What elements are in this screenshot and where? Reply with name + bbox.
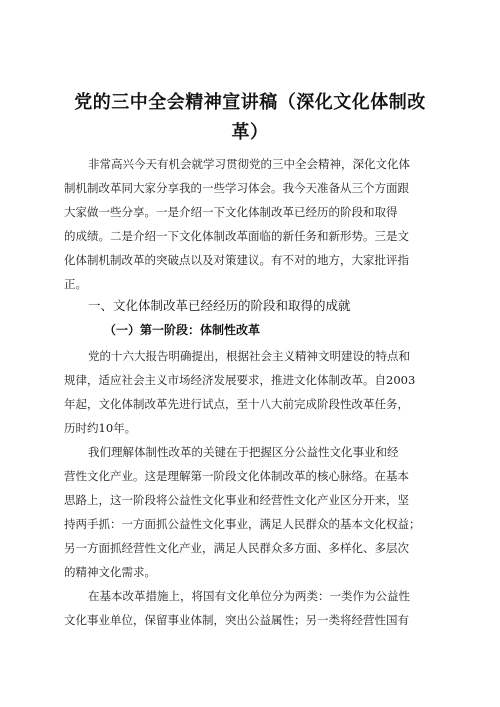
text-line: 思路上，这一阶段将公益性文化事业和经营性文化产业区分开来，坚 <box>64 493 409 507</box>
section-heading: 一、文化体制改革已经经历的阶段和取得的成就 <box>88 298 351 313</box>
subsection-heading: （一）第一阶段：体制性改革 <box>104 323 261 337</box>
text-line: 营性文化产业。这是理解第一阶段文化体制改革的核心脉络。在基本 <box>64 469 409 483</box>
text-line: 我们理解体制性改革的关键在于把握区分公益性文化事业和经 <box>88 445 399 459</box>
text-line: 制机制改革同大家分享我的一些学习体会。我今天准备从三个方面跟 <box>64 181 409 195</box>
text-line: 的精神文化需求。 <box>64 565 156 579</box>
text-line: 年起，文化体制改革先进行试点，至十八大前完成阶段性改革任务， <box>64 397 409 411</box>
text-line: 正。 <box>64 277 87 291</box>
text-line: 在基本改革措施上，将国有文化单位分为两类：一类作为公益性 <box>88 589 410 603</box>
text-line: 文化事业单位，保留事业体制，突出公益属性；另一类将经营性国有 <box>64 613 409 627</box>
text-line: 规律，适应社会主义市场经济发展要求，推进文化体制改革。自2003 <box>64 373 416 387</box>
text-line: 的成绩。二是介绍一下文化体制改革面临的新任务和新形势。三是文 <box>64 229 409 243</box>
text-line: 大家做一些分享。一是介绍一下文化体制改革已经历的阶段和取得 <box>64 205 398 219</box>
document-title-line-2: 革） <box>231 122 269 143</box>
text-line: 持两手抓：一方面抓公益性文化事业，满足人民群众的基本文化权益； <box>64 517 421 531</box>
text-line: 历时约10年。 <box>64 421 137 435</box>
document-title-line-1: 党的三中全会精神宣讲稿（深化文化体制改 <box>74 92 426 113</box>
text-line: 另一方面抓经营性文化产业，满足人民群众多方面、多样化、多层次 <box>64 541 409 555</box>
text-line: 党的十六大报告明确提出，根据社会主义精神文明建设的特点和 <box>88 349 410 363</box>
text-line: 非常高兴今天有机会就学习贯彻党的三中全会精神，深化文化体 <box>88 157 410 171</box>
text-line: 化体制机制改革的突破点以及对策建议。有不对的地方，大家批评指 <box>64 253 409 267</box>
